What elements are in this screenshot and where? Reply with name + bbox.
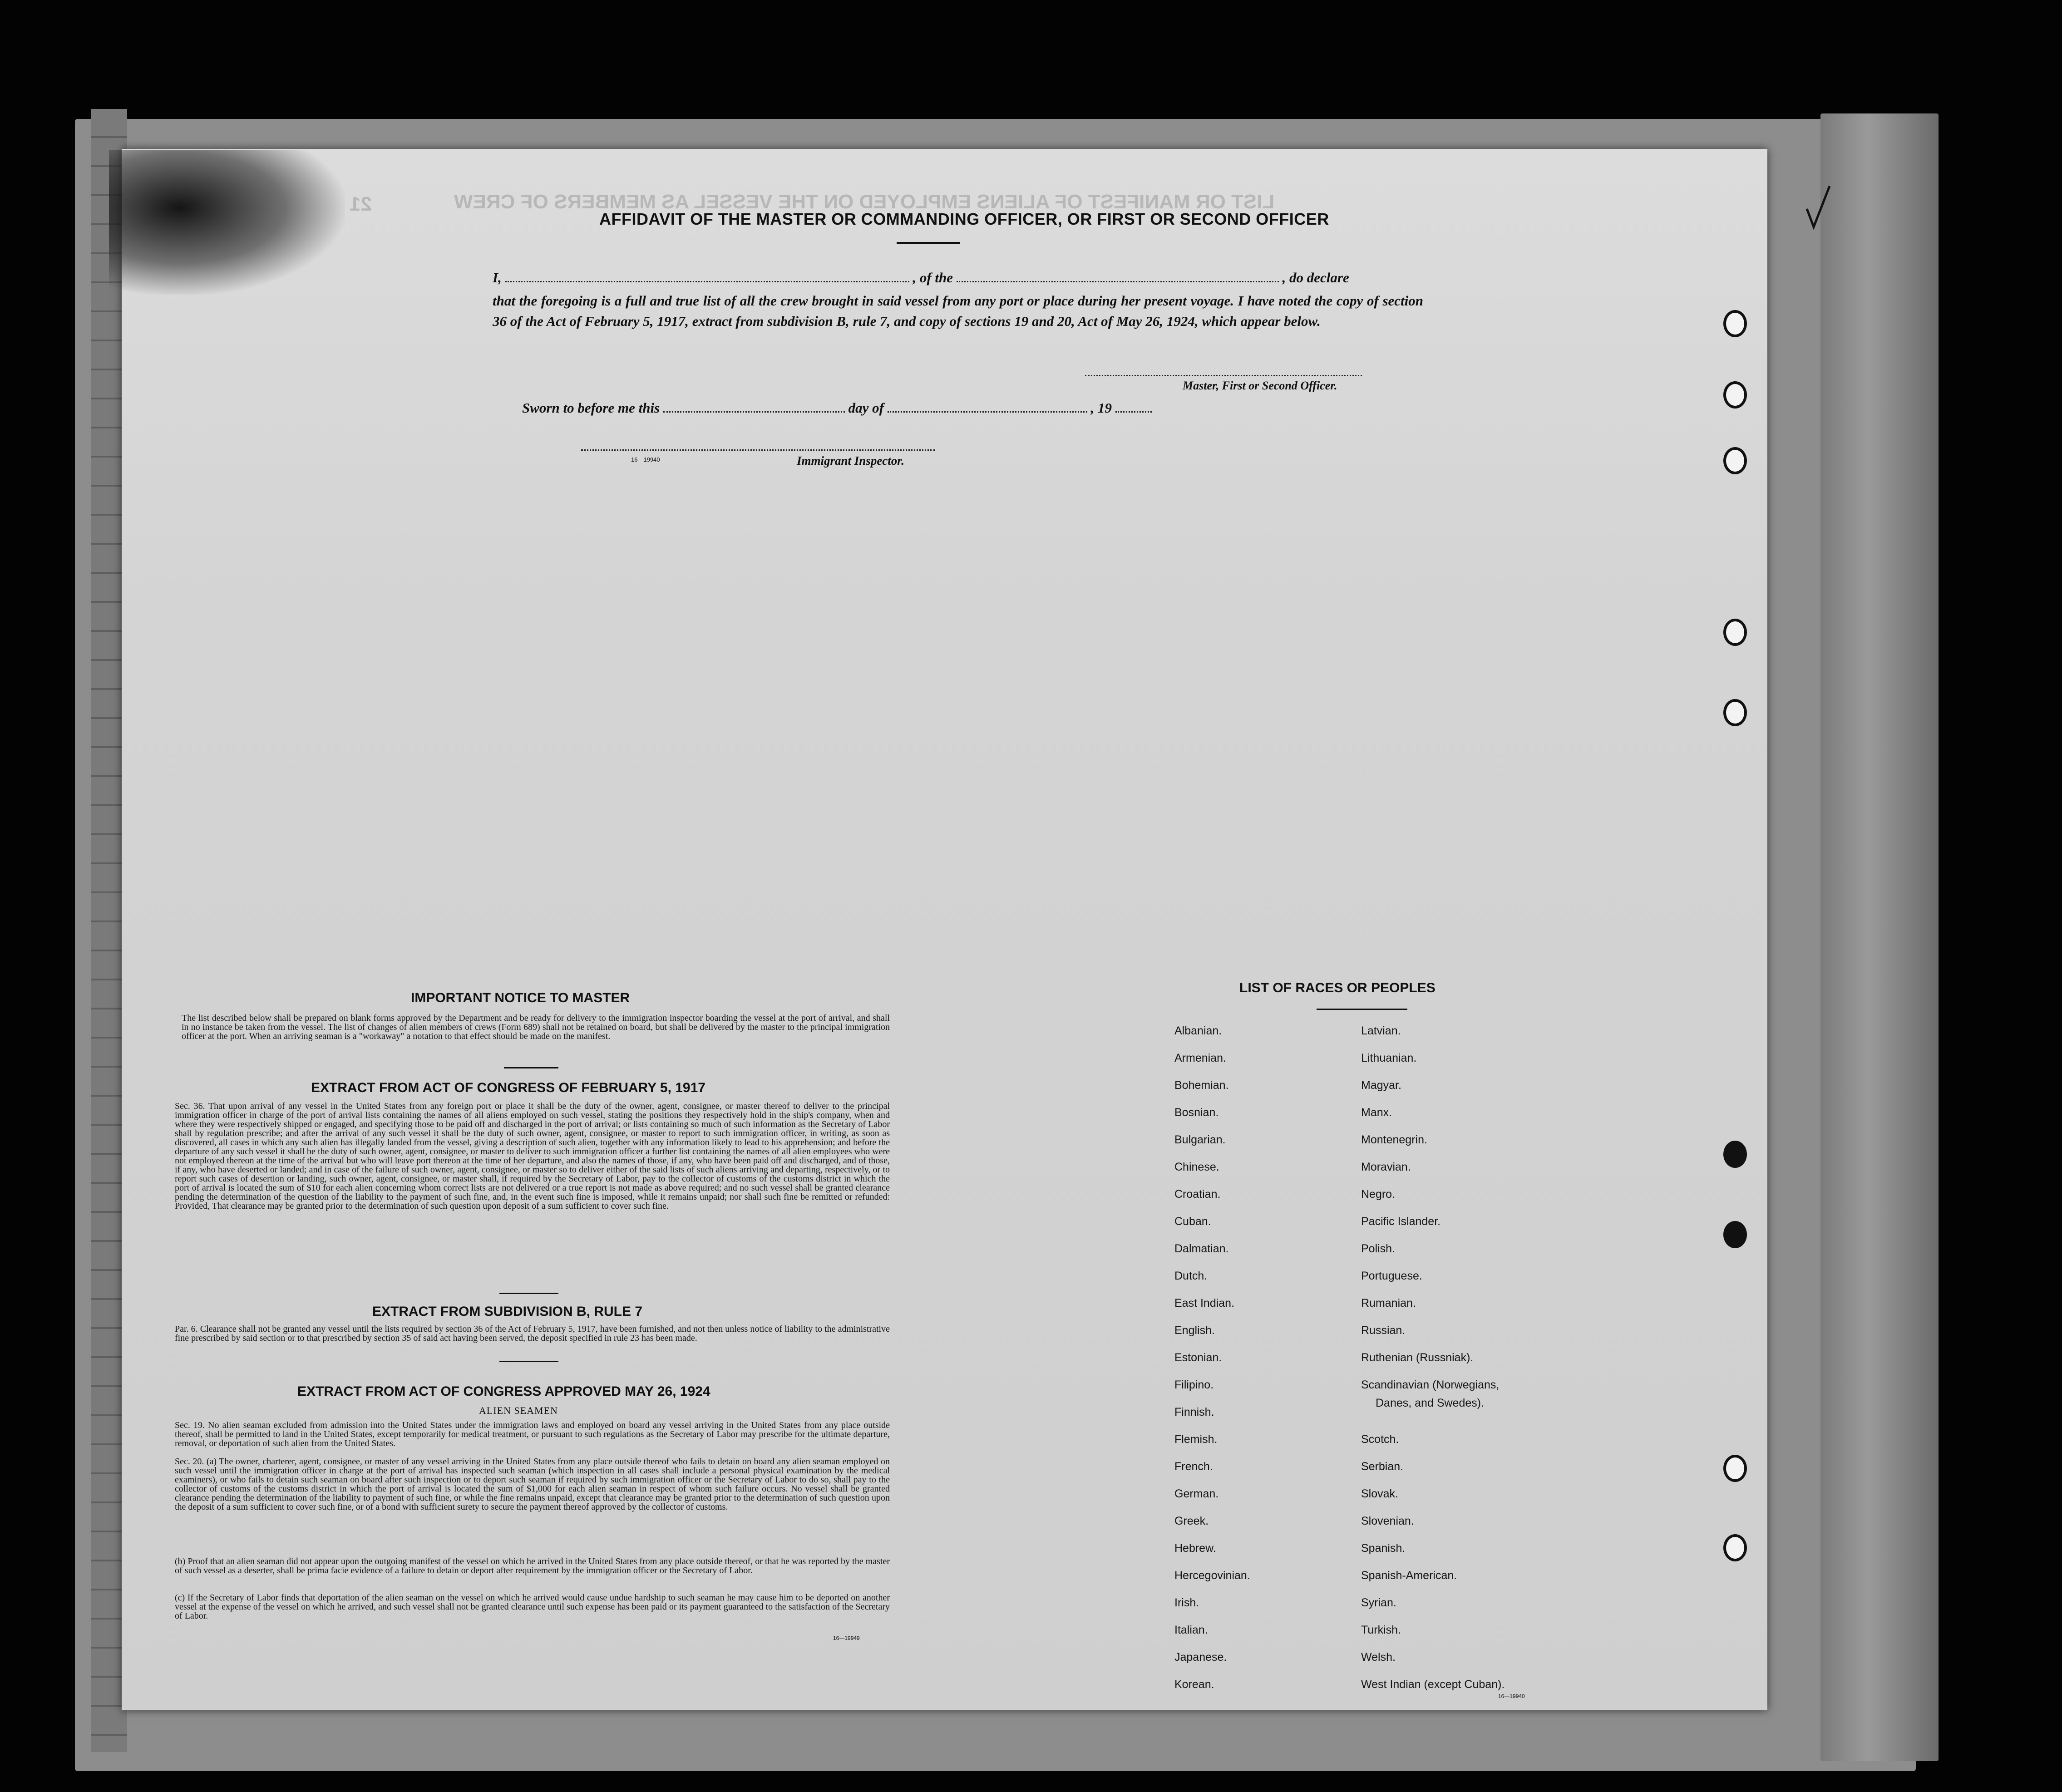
race-left-18: German. [1174, 1487, 1219, 1500]
race-right-15: Scotch. [1361, 1433, 1399, 1446]
vessel-name-field[interactable] [957, 269, 1279, 282]
inspector-signature-line[interactable] [581, 449, 935, 451]
race-right-21: Syrian. [1361, 1596, 1396, 1609]
race-left-14: Filipino. [1174, 1378, 1214, 1391]
extract-1917-rule [499, 1293, 558, 1294]
race-right-3: Magyar. [1361, 1079, 1401, 1092]
race-right-16: Serbian. [1361, 1460, 1404, 1473]
binder-hole-9 [1723, 1534, 1747, 1561]
sworn-day-field[interactable] [663, 399, 845, 413]
affidavit-body: that the foregoing is a full and true list of all the crew brought in said vessel from any port or place during her present voyage. I have noted the copy of section 36 of the Act of February 5, 1917, extract from subdivision B, rule 7, and copy of sections 19 and 20, Act of May 26, 1924, which appear below. [493, 293, 1423, 329]
race-left-2: Armenian. [1174, 1052, 1226, 1064]
signature-label: Master, First or Second Officer. [1183, 379, 1337, 392]
binder-hole-2 [1723, 381, 1747, 409]
race-left-20: Hebrew. [1174, 1542, 1216, 1555]
race-left-8: Cuban. [1174, 1215, 1211, 1228]
race-right-8: Pacific Islander. [1361, 1215, 1441, 1228]
race-right-10: Portuguese. [1361, 1270, 1422, 1282]
pencil-check-mark [1793, 182, 1834, 245]
race-left-7: Croatian. [1174, 1188, 1221, 1201]
affidavit-title: AFFIDAVIT OF THE MASTER OR COMMANDING OFFICER, OR FIRST OR SECOND OFFICER [599, 210, 1329, 228]
race-right-19: Spanish. [1361, 1542, 1406, 1555]
signature-line[interactable] [1085, 375, 1362, 376]
race-left-4: Bosnian. [1174, 1106, 1219, 1119]
race-right-17: Slovak. [1361, 1487, 1398, 1500]
binder-hole-7 [1723, 1221, 1747, 1248]
extract-1924-subtitle: ALIEN SEAMEN [479, 1405, 558, 1416]
race-right-23: Welsh. [1361, 1651, 1396, 1664]
binder-hole-3 [1723, 447, 1747, 474]
race-left-11: East Indian. [1174, 1297, 1235, 1310]
extract-rule7-title: EXTRACT FROM SUBDIVISION B, RULE 7 [372, 1304, 643, 1319]
race-left-24: Japanese. [1174, 1651, 1227, 1664]
extract-1924-sec20b: (b) Proof that an alien seaman did not appear upon the outgoing manifest of the vessel on which he arrived in the United States from any place outside thereof, or that he was reported by the master of such vessel as a deserter, shall be prima facie evidence of a failure to detain or deport after requirement by the immigration officer or the Secretary of Labor. [175, 1556, 890, 1575]
race-left-21: Hercegovinian. [1174, 1569, 1250, 1582]
binder-hole-4 [1723, 619, 1747, 646]
declaration-do-declare: , do declare [1282, 270, 1349, 286]
race-right-2: Lithuanian. [1361, 1052, 1417, 1064]
race-left-16: Flemish. [1174, 1433, 1218, 1446]
affidavit-declaration-line [493, 269, 1349, 286]
bleed-through-heading: LIST OR MANIFEST OF ALIENS EMPLOYED ON THE VESSEL AS MEMBERS OF CREW [454, 191, 1275, 213]
declarant-name-field[interactable] [505, 269, 909, 282]
race-right-22: Turkish. [1361, 1624, 1401, 1636]
race-left-5: Bulgarian. [1174, 1133, 1226, 1146]
sworn-month-field[interactable] [888, 399, 1087, 413]
extract-1924-sec20a: Sec. 20. (a) The owner, charterer, agent, consignee, or master of any vessel arriving in the United States from any place outside thereof who fails to detain on board any alien seaman employed on such vessel until the immigration officer in charge at the port of arrival has inspected such seaman (which inspection in all cases shall include a personal physical examination by the medical examiners), or who fails to detain such seaman on board after such inspection or to deport such seaman if required by such immigration officer or the Secretary of Labor to do so, shall pay to the collector of customs of the customs district in which the port of arrival is located the sum of $1,000 for each alien seaman in respect of whom such failure occurs. No vessel shall be granted clearance pending the determination of the liability to payment of such fine, or while the fine remains unpaid, except that clearance may be granted prior to the determination of such question upon the deposit of a sum sufficient to cover such fine, or of a bond with sufficient surety to secure the payment thereof approved by the collector of customs. [175, 1457, 890, 1512]
races-title: LIST OF RACES OR PEOPLES [1239, 980, 1436, 995]
race-right-18: Slovenian. [1361, 1515, 1414, 1527]
race-right-13: Ruthenian (Russniak). [1361, 1351, 1474, 1364]
races-form-code: 16—19940 [1498, 1693, 1525, 1699]
extract-1924-title: EXTRACT FROM ACT OF CONGRESS APPROVED MAY 26, 1924 [297, 1384, 710, 1399]
notice-body: The list described below shall be prepared on blank forms approved by the Department and be ready for delivery to the immigration inspector boarding the vessel at the port of arrival, and shall in no instance be taken from the vessel. The list of changes of alien members of crews (Form 689) shall not be retained on board, but shall be delivered by the master to the principal immigration officer at the port. When an arriving seaman is a "workaway" a notation to that effect should be made on the manifest. [182, 1013, 890, 1041]
declaration-of-the: , of the [913, 270, 953, 286]
notice-title: IMPORTANT NOTICE TO MASTER [411, 990, 630, 1005]
extract-1917-body: Sec. 36. That upon arrival of any vessel in the United States from any foreign port or place it shall be the duty of the owner, agent, consignee, or master thereof to deliver to the principal immigration officer in charge of the port of arrival lists containing the names of all aliens employed on such vessel, stating the positions they respectively hold in the ship's company, when and where they were respectively shipped or engaged, and specifying those to be paid off and discharged in the port of arrival; or lists containing so much of such information as the Secretary of Labor shall by regulation prescribe; and after the arrival of any such vessel it shall be the duty of such owner, agent, consignee, or master to report to such immigration officer, in writing, as soon as discovered, all cases in which any such alien has illegally landed from the vessel, giving a description of such alien, together with any information likely to lead to his apprehension; and before the departure of any such vessel it shall be the duty of such owner, agent, consignee, or master to deliver to such immigration officer a further list containing the names of all alien employees who were not employed thereon at the time of the arrival but who will leave port thereon at the time of her departure, and also the names of those, if any, who have been paid off and discharged, and of those, if any, who have deserted or landed; and in case of the failure of such owner, agent, consignee, or master so to deliver either of the said lists of such aliens arriving and departing, respectively, or to report such cases of desertion or landing, such owner, agent, consignee, or master shall, if required by the Secretary of Labor, pay to the collector of customs of the customs district in which the port of arrival is located the sum of $10 for each alien concerning whom correct lists are not delivered or a true report is not made as above required; and no such vessel shall be granted clearance pending the determination of the question of the liability to the payment of such fine, and, in the event such fine is imposed, while it remains unpaid; nor shall such fine be remitted or refunded: Provided, That clearance may be granted prior to the determination of such question upon deposit of a sum sufficient to cover such fine. [175, 1101, 890, 1211]
binder-hole-1 [1723, 310, 1747, 337]
race-right-14: Scandinavian (Norwegians, [1361, 1378, 1500, 1391]
year-label: , 19 [1090, 400, 1112, 416]
declaration-i: I, [493, 270, 502, 286]
extract-1924-form-code: 16—19949 [833, 1635, 860, 1641]
race-right-11: Rumanian. [1361, 1297, 1416, 1310]
extract-rule7-rule [499, 1361, 558, 1362]
extract-1917-title: EXTRACT FROM ACT OF CONGRESS OF FEBRUARY 5, 1917 [311, 1080, 705, 1095]
race-right-4: Manx. [1361, 1106, 1392, 1119]
race-left-23: Italian. [1174, 1624, 1208, 1636]
binder-hole-6 [1723, 1141, 1747, 1168]
race-right-20: Spanish-American. [1361, 1569, 1457, 1582]
sworn-year-field[interactable] [1115, 399, 1152, 413]
sworn-label: Sworn to before me this [522, 400, 660, 416]
race-left-17: French. [1174, 1460, 1213, 1473]
race-left-19: Greek. [1174, 1515, 1209, 1527]
binder-hole-5 [1723, 699, 1747, 726]
race-right-14b: Danes, and Swedes). [1376, 1397, 1485, 1409]
extract-rule7-body: Par. 6. Clearance shall not be granted any vessel until the lists required by section 36 of the Act of February 5, 1917, have been furnished, and not then unless notice of liability to the administrative fine prescribed by said section or to that prescribed by section 35 of said act having been served, the deposit specified in rule 23 has been made. [175, 1324, 890, 1343]
extract-1924-sec20c: (c) If the Secretary of Labor finds that deportation of the alien seaman on the vessel on which he arrived would cause undue hardship to such seaman he may cause him to be deported on another vessel at the expense of the vessel on which he arrived, and such vessel shall not be granted clearance until such expense has been paid or its payment guaranteed to the satisfaction of the Secretary of Labor. [175, 1593, 890, 1621]
back-page-edge [1820, 113, 1939, 1761]
inspector-form-code: 16—19940 [631, 456, 660, 463]
race-left-15: Finnish. [1174, 1406, 1214, 1418]
race-right-7: Negro. [1361, 1188, 1396, 1201]
race-left-9: Dalmatian. [1174, 1242, 1229, 1255]
race-right-12: Russian. [1361, 1324, 1406, 1337]
race-left-12: English. [1174, 1324, 1215, 1337]
race-right-1: Latvian. [1361, 1024, 1401, 1037]
bleed-through-number: 21 [350, 193, 372, 215]
sworn-line [522, 399, 1152, 416]
race-right-24: West Indian (except Cuban). [1361, 1678, 1505, 1691]
race-left-13: Estonian. [1174, 1351, 1222, 1364]
race-left-25: Korean. [1174, 1678, 1214, 1691]
extract-1924-sec19: Sec. 19. No alien seaman excluded from admission into the United States under the immigration laws and employed on board any vessel arriving in the United States from any place outside thereof, shall be permitted to land in the United States, except temporarily for medical treatment, or pursuant to such regulations as the Secretary of Labor may prescribe for the ultimate departure, removal, or deportation of such alien from the United States. [175, 1420, 890, 1448]
race-left-6: Chinese. [1174, 1161, 1219, 1173]
affidavit-title-rule [897, 242, 960, 244]
race-left-22: Irish. [1174, 1596, 1199, 1609]
day-of-label: day of [848, 400, 884, 416]
races-rule [1317, 1009, 1407, 1010]
notice-rule [504, 1067, 558, 1068]
inspector-label: Immigrant Inspector. [797, 454, 905, 468]
binder-hole-8 [1723, 1455, 1747, 1482]
race-left-10: Dutch. [1174, 1270, 1208, 1282]
race-left-1: Albanian. [1174, 1024, 1222, 1037]
race-left-3: Bohemian. [1174, 1079, 1229, 1092]
race-right-6: Moravian. [1361, 1161, 1411, 1173]
race-right-9: Polish. [1361, 1242, 1396, 1255]
race-right-5: Montenegrin. [1361, 1133, 1427, 1146]
